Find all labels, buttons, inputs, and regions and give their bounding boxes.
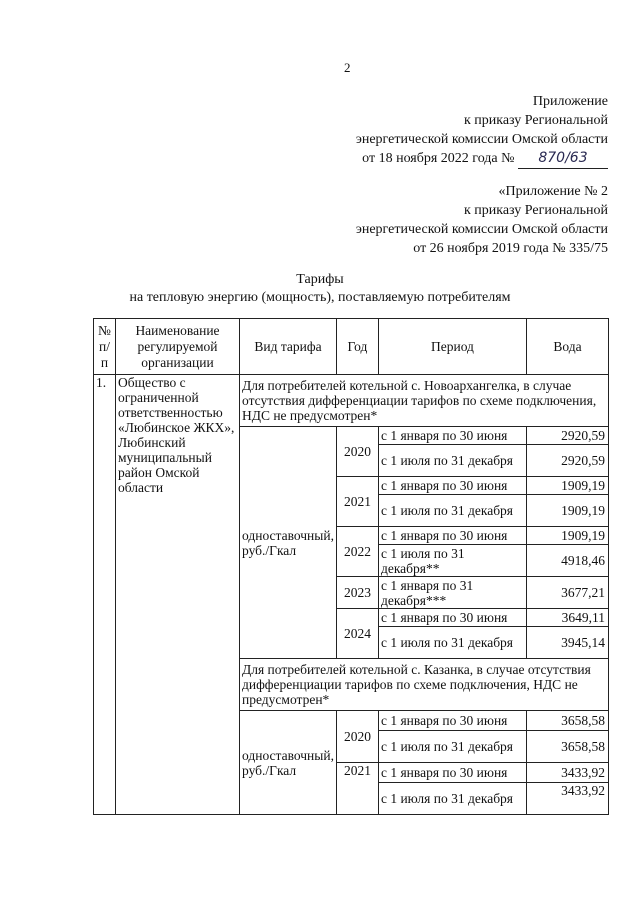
appendix-order-ref: к приказу Региональной <box>463 113 608 128</box>
year-cell: 2024 <box>336 609 378 659</box>
table-header-row <box>94 319 609 375</box>
period-cell: с 1 января по 31 декабря*** <box>378 577 526 609</box>
period-cell: с 1 июля по 31 декабря <box>378 627 526 659</box>
header-year: Год <box>336 319 378 375</box>
header-water: Вода <box>526 319 608 375</box>
document-title <box>0 271 640 307</box>
appendix2-header <box>356 182 608 258</box>
appendix-header <box>356 92 608 169</box>
period-cell: с 1 января по 30 июня <box>378 527 526 545</box>
year-cell: 2023 <box>336 577 378 609</box>
organization-name: Общество с ограниченной ответственностью «Любинское ЖКХ», Любинский муниципальный район Омской области <box>116 375 240 815</box>
water-value: 3433,92 <box>526 783 608 815</box>
year-cell: 2020 <box>336 711 378 763</box>
water-value: 3433,92 <box>526 763 608 783</box>
year-cell: 2021 <box>336 477 378 527</box>
year-cell: 2022 <box>336 527 378 577</box>
period-cell: с 1 января по 30 июня <box>378 427 526 445</box>
period-cell: с 1 января по 30 июня <box>378 477 526 495</box>
water-value: 1909,19 <box>526 495 608 527</box>
title-line-1: Тарифы <box>296 272 344 287</box>
water-value: 3658,58 <box>526 711 608 731</box>
water-value: 3649,11 <box>526 609 608 627</box>
appendix-title: Приложение <box>532 94 608 109</box>
year-cell: 2021 <box>336 763 378 815</box>
period-cell: с 1 января по 30 июня <box>378 711 526 731</box>
period-cell: с 1 июля по 31 декабря <box>378 445 526 477</box>
section1-title: Для потребителей котельной с. Новоархангелка, в случае отсутствия дифференциации тарифов по схеме подключения, НДС не предусмотрен* <box>240 375 609 427</box>
appendix2-date: от 26 ноября 2019 года № 335/75 <box>413 241 608 256</box>
section-row <box>94 375 609 427</box>
section2-title: Для потребителей котельной с. Казанка, в случае отсутствия дифференциации тарифов по схеме подключения, НДС не предусмотрен* <box>240 659 609 711</box>
water-value: 2920,59 <box>526 445 608 477</box>
header-period: Период <box>378 319 526 375</box>
water-value: 1909,19 <box>526 477 608 495</box>
tariff-table <box>93 318 609 815</box>
period-cell: с 1 июля по 31 декабря** <box>378 545 526 577</box>
water-value: 4918,46 <box>526 545 608 577</box>
header-tariff-kind: Вид тарифа <box>240 319 337 375</box>
period-cell: с 1 июля по 31 декабря <box>378 731 526 763</box>
title-line-2: на тепловую энергию (мощность), поставляемую потребителям <box>129 290 511 305</box>
period-cell: с 1 января по 30 июня <box>378 609 526 627</box>
period-cell: с 1 июля по 31 декабря <box>378 783 526 815</box>
period-cell: с 1 января по 30 июня <box>378 763 526 783</box>
appendix-date: от 18 ноября 2022 года № <box>362 151 515 166</box>
row-number: 1. <box>94 375 116 815</box>
appendix-commission: энергетической комиссии Омской области <box>355 132 608 147</box>
water-value: 3658,58 <box>526 731 608 763</box>
section1-tariff-kind: одноставочный, руб./Гкал <box>240 427 337 659</box>
page-number: 2 <box>344 60 351 75</box>
handwritten-order-number: 870/63 <box>518 149 608 169</box>
section2-tariff-kind: одноставочный, руб./Гкал <box>240 711 337 815</box>
year-cell: 2020 <box>336 427 378 477</box>
appendix-date-line <box>356 149 608 169</box>
water-value: 1909,19 <box>526 527 608 545</box>
header-num: № п/п <box>94 319 116 375</box>
appendix2-order-ref: к приказу Региональной <box>463 203 608 218</box>
appendix2-commission: энергетической комиссии Омской области <box>355 222 608 237</box>
appendix2-title: «Приложение № 2 <box>498 184 608 199</box>
water-value: 2920,59 <box>526 427 608 445</box>
water-value: 3945,14 <box>526 627 608 659</box>
period-cell: с 1 июля по 31 декабря <box>378 495 526 527</box>
header-organization: Наименование регулируемой организации <box>116 319 240 375</box>
water-value: 3677,21 <box>526 577 608 609</box>
